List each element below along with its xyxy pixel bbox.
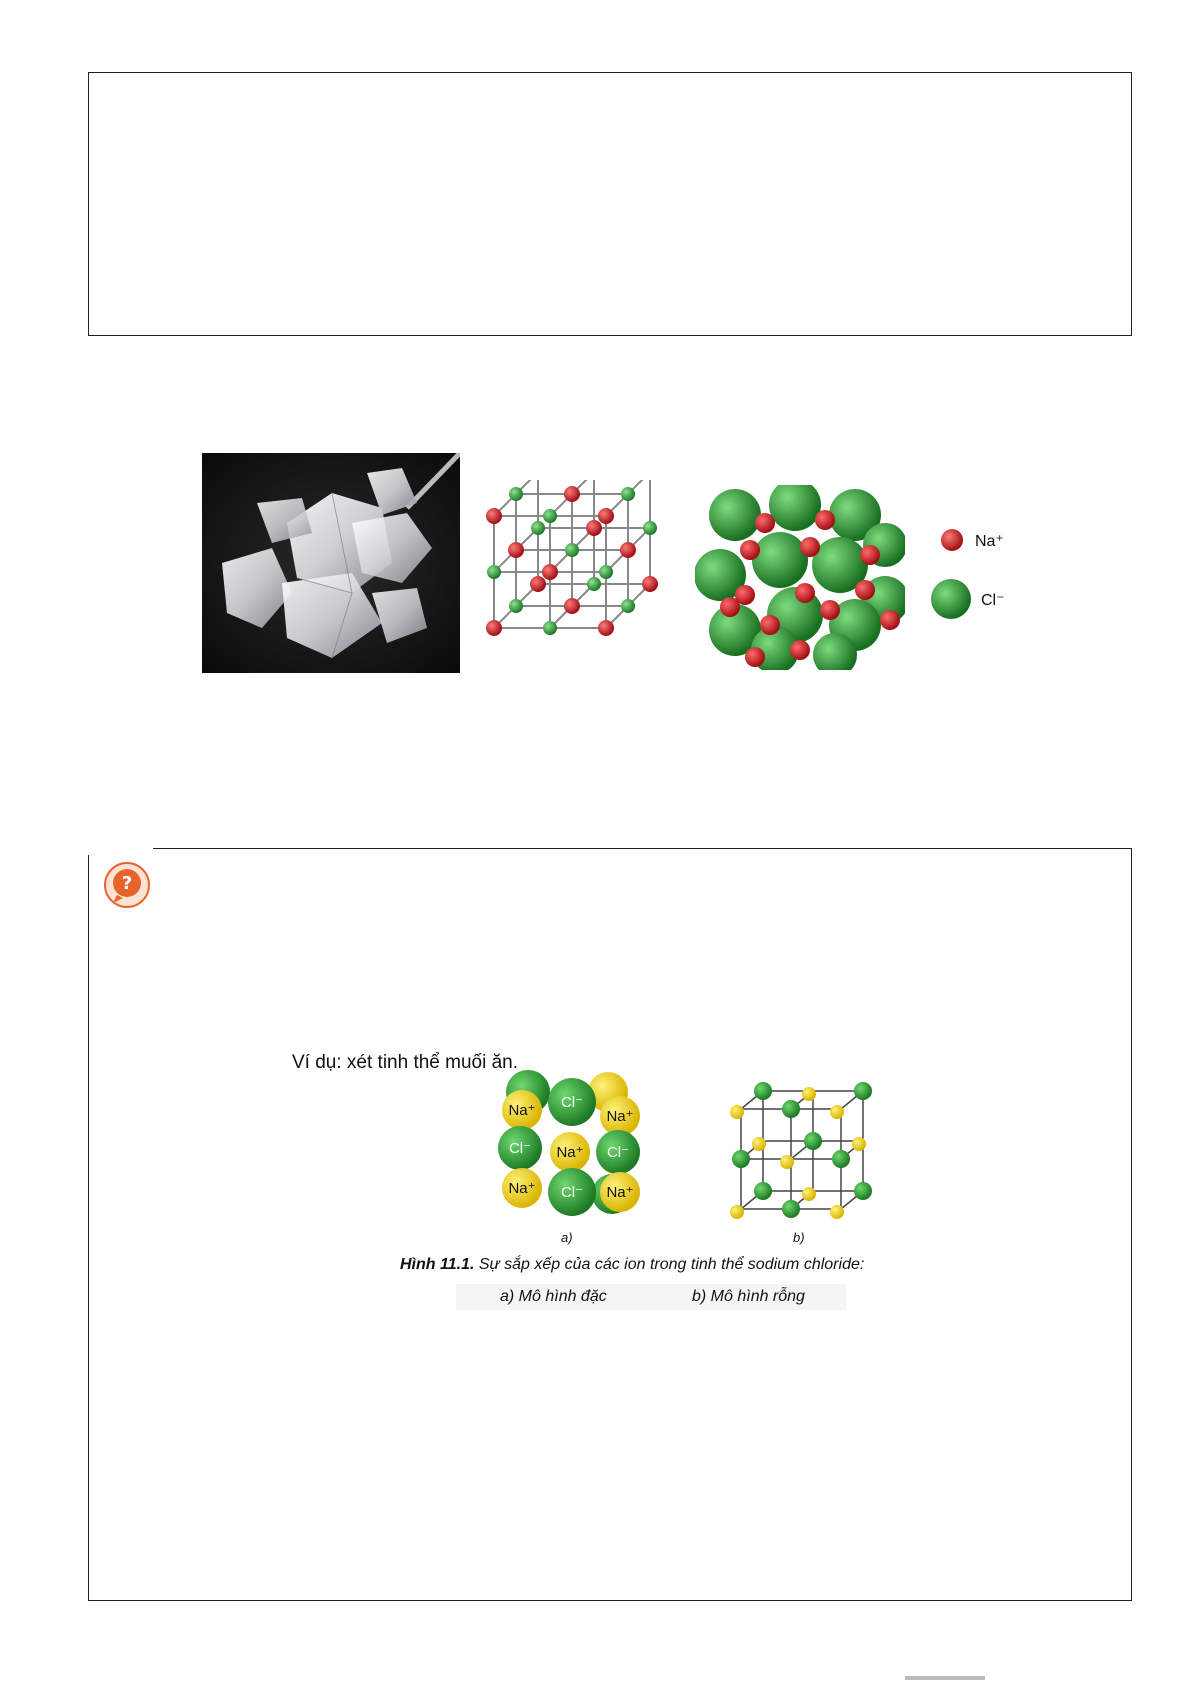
- na-ion: [830, 1105, 844, 1119]
- na-ion: [820, 600, 840, 620]
- cl-ion: [621, 487, 635, 501]
- cl-ion: [804, 1132, 822, 1150]
- na-ion: [852, 1137, 866, 1151]
- cl-ion: [599, 565, 613, 579]
- cl-ion: [782, 1200, 800, 1218]
- na-ion: [564, 598, 580, 614]
- nacl-packed-model: [695, 485, 905, 670]
- question-box: [88, 848, 1132, 1601]
- legend-cl-ball: [930, 578, 972, 620]
- na-ion: [642, 576, 658, 592]
- cl-ion: [487, 565, 501, 579]
- na-ion: [720, 597, 740, 617]
- na-ion: [740, 540, 760, 560]
- na-ion: [745, 647, 765, 667]
- cl-ion: [509, 487, 523, 501]
- figure-a-sublabel: a): [561, 1230, 573, 1245]
- na-ion: [542, 564, 558, 580]
- model-a-caption: a) Mô hình đặc: [500, 1288, 607, 1305]
- cl-ion-label: Cl⁻: [560, 1094, 584, 1111]
- cl-ion: [854, 1082, 872, 1100]
- figure-caption: [400, 1256, 864, 1274]
- na-ion: [802, 1087, 816, 1101]
- legend-na-label: Na⁺: [975, 533, 1004, 550]
- caption-title: Hình 11.1.: [400, 1256, 475, 1273]
- na-ion: [790, 640, 810, 660]
- na-ion: [486, 620, 502, 636]
- cl-ion: [531, 521, 545, 535]
- na-ion: [830, 1205, 844, 1219]
- na-ion: [795, 583, 815, 603]
- cl-ion: [709, 489, 761, 541]
- na-ion-label: Na⁺: [508, 1180, 536, 1197]
- cl-ion: [543, 621, 557, 635]
- na-ion: [586, 520, 602, 536]
- na-ion: [780, 1155, 794, 1169]
- na-ion: [730, 1205, 744, 1219]
- cl-ion: [587, 577, 601, 591]
- na-ion: [508, 542, 524, 558]
- example-text: Ví dụ: xét tinh thể muối ăn.: [292, 1052, 519, 1073]
- na-ion: [880, 610, 900, 630]
- na-ion: [802, 1187, 816, 1201]
- question-mark-icon: [103, 861, 151, 909]
- na-ion: [760, 615, 780, 635]
- footer-mark: [905, 1676, 985, 1680]
- nacl-lattice-model: [480, 480, 680, 670]
- cl-ion: [769, 485, 821, 531]
- cl-ion: [754, 1182, 772, 1200]
- icon-notch: [87, 841, 153, 855]
- nacl-dense-model-figure: [488, 1064, 648, 1224]
- na-ion-label: Na⁺: [606, 1184, 634, 1201]
- cl-ion: [832, 1150, 850, 1168]
- model-b-caption: b) Mô hình rỗng: [692, 1288, 805, 1305]
- cl-ion: [732, 1150, 750, 1168]
- cl-ion-label: Cl⁻: [508, 1140, 532, 1157]
- cl-ion: [621, 599, 635, 613]
- na-ion: [755, 513, 775, 533]
- na-ion: [598, 620, 614, 636]
- na-ion: [620, 542, 636, 558]
- cl-ion-label: Cl⁻: [606, 1144, 630, 1161]
- na-ion: [815, 510, 835, 530]
- legend-na-ball: [940, 528, 964, 552]
- na-ion: [486, 508, 502, 524]
- na-ion: [530, 576, 546, 592]
- na-ion-label: Na⁺: [508, 1102, 536, 1119]
- cl-ion: [754, 1082, 772, 1100]
- cl-ion-label: Cl⁻: [560, 1184, 584, 1201]
- cl-ion: [565, 543, 579, 557]
- top-content-box: [88, 72, 1132, 336]
- na-ion: [730, 1105, 744, 1119]
- na-ion: [800, 537, 820, 557]
- caption-text: Sự sắp xếp của các ion trong tinh thể sodium chloride:: [474, 1256, 865, 1273]
- cl-ion: [543, 509, 557, 523]
- na-ion: [855, 580, 875, 600]
- na-ion-label: Na⁺: [606, 1108, 634, 1125]
- cl-ion: [752, 532, 808, 588]
- nacl-open-model-figure: [727, 1079, 882, 1224]
- na-ion: [564, 486, 580, 502]
- legend-cl-label: Cl⁻: [981, 592, 1005, 609]
- cl-ion: [509, 599, 523, 613]
- na-ion: [860, 545, 880, 565]
- salt-crystal-photo: [202, 453, 460, 673]
- figure-b-sublabel: b): [793, 1230, 805, 1245]
- na-ion-label: Na⁺: [556, 1144, 584, 1161]
- svg-text:?: ?: [121, 873, 133, 894]
- na-ion: [598, 508, 614, 524]
- cl-ion: [782, 1100, 800, 1118]
- cl-ion: [643, 521, 657, 535]
- na-ion: [752, 1137, 766, 1151]
- cl-ion: [854, 1182, 872, 1200]
